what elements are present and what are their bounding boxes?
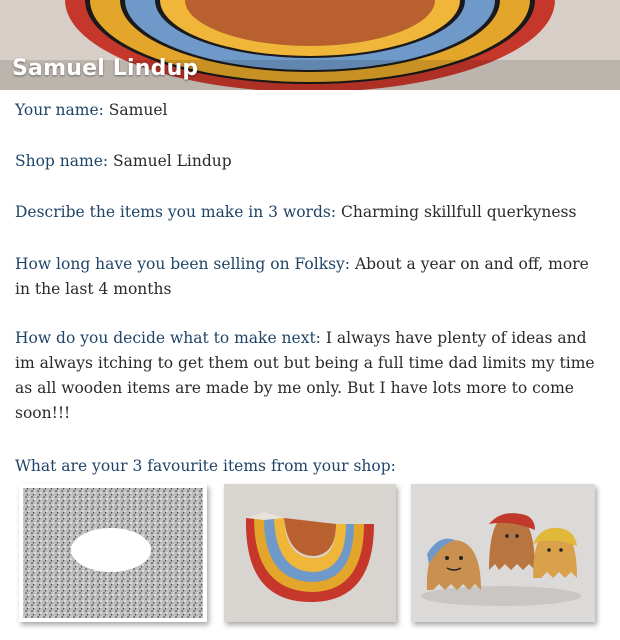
question-label: What are your 3 favourite items from your shop: — [15, 457, 396, 475]
qa-three-words — [15, 200, 607, 225]
favourite-item-photo-2 — [224, 484, 396, 622]
answer-text: Charming skillfull querkyness — [336, 203, 577, 221]
answer-text: Samuel Lindup — [108, 152, 232, 170]
wooden-creatures-image — [411, 484, 595, 622]
question-label: Your name: — [15, 101, 104, 119]
answer-text: I always have plenty of ideas and im always itching to get them out but being a full time dad limits my time as all wooden items are made by me only. But I have lots more to come soon!!! — [15, 329, 595, 422]
qa-how-long — [15, 252, 607, 302]
qa-what-next — [15, 326, 607, 426]
speckled-item-image — [19, 484, 207, 622]
favourite-item-photo-3 — [411, 484, 595, 622]
answer-text: About a year on and off, more in the last 4 months — [15, 255, 589, 298]
qa-your-name — [15, 98, 607, 123]
rainbow-bowl-image — [224, 484, 396, 622]
header-banner — [0, 0, 620, 90]
question-label: How long have you been selling on Folksy: — [15, 255, 351, 273]
question-label: Describe the items you make in 3 words: — [15, 203, 337, 221]
banner-title: Samuel Lindup — [12, 56, 199, 81]
qa-favourites — [15, 454, 607, 479]
favourite-item-photo-1 — [19, 484, 207, 622]
answer-text: Samuel — [103, 101, 168, 119]
qa-shop-name — [15, 149, 607, 174]
question-label: Shop name: — [15, 152, 109, 170]
question-label: How do you decide what to make next: — [15, 329, 321, 347]
